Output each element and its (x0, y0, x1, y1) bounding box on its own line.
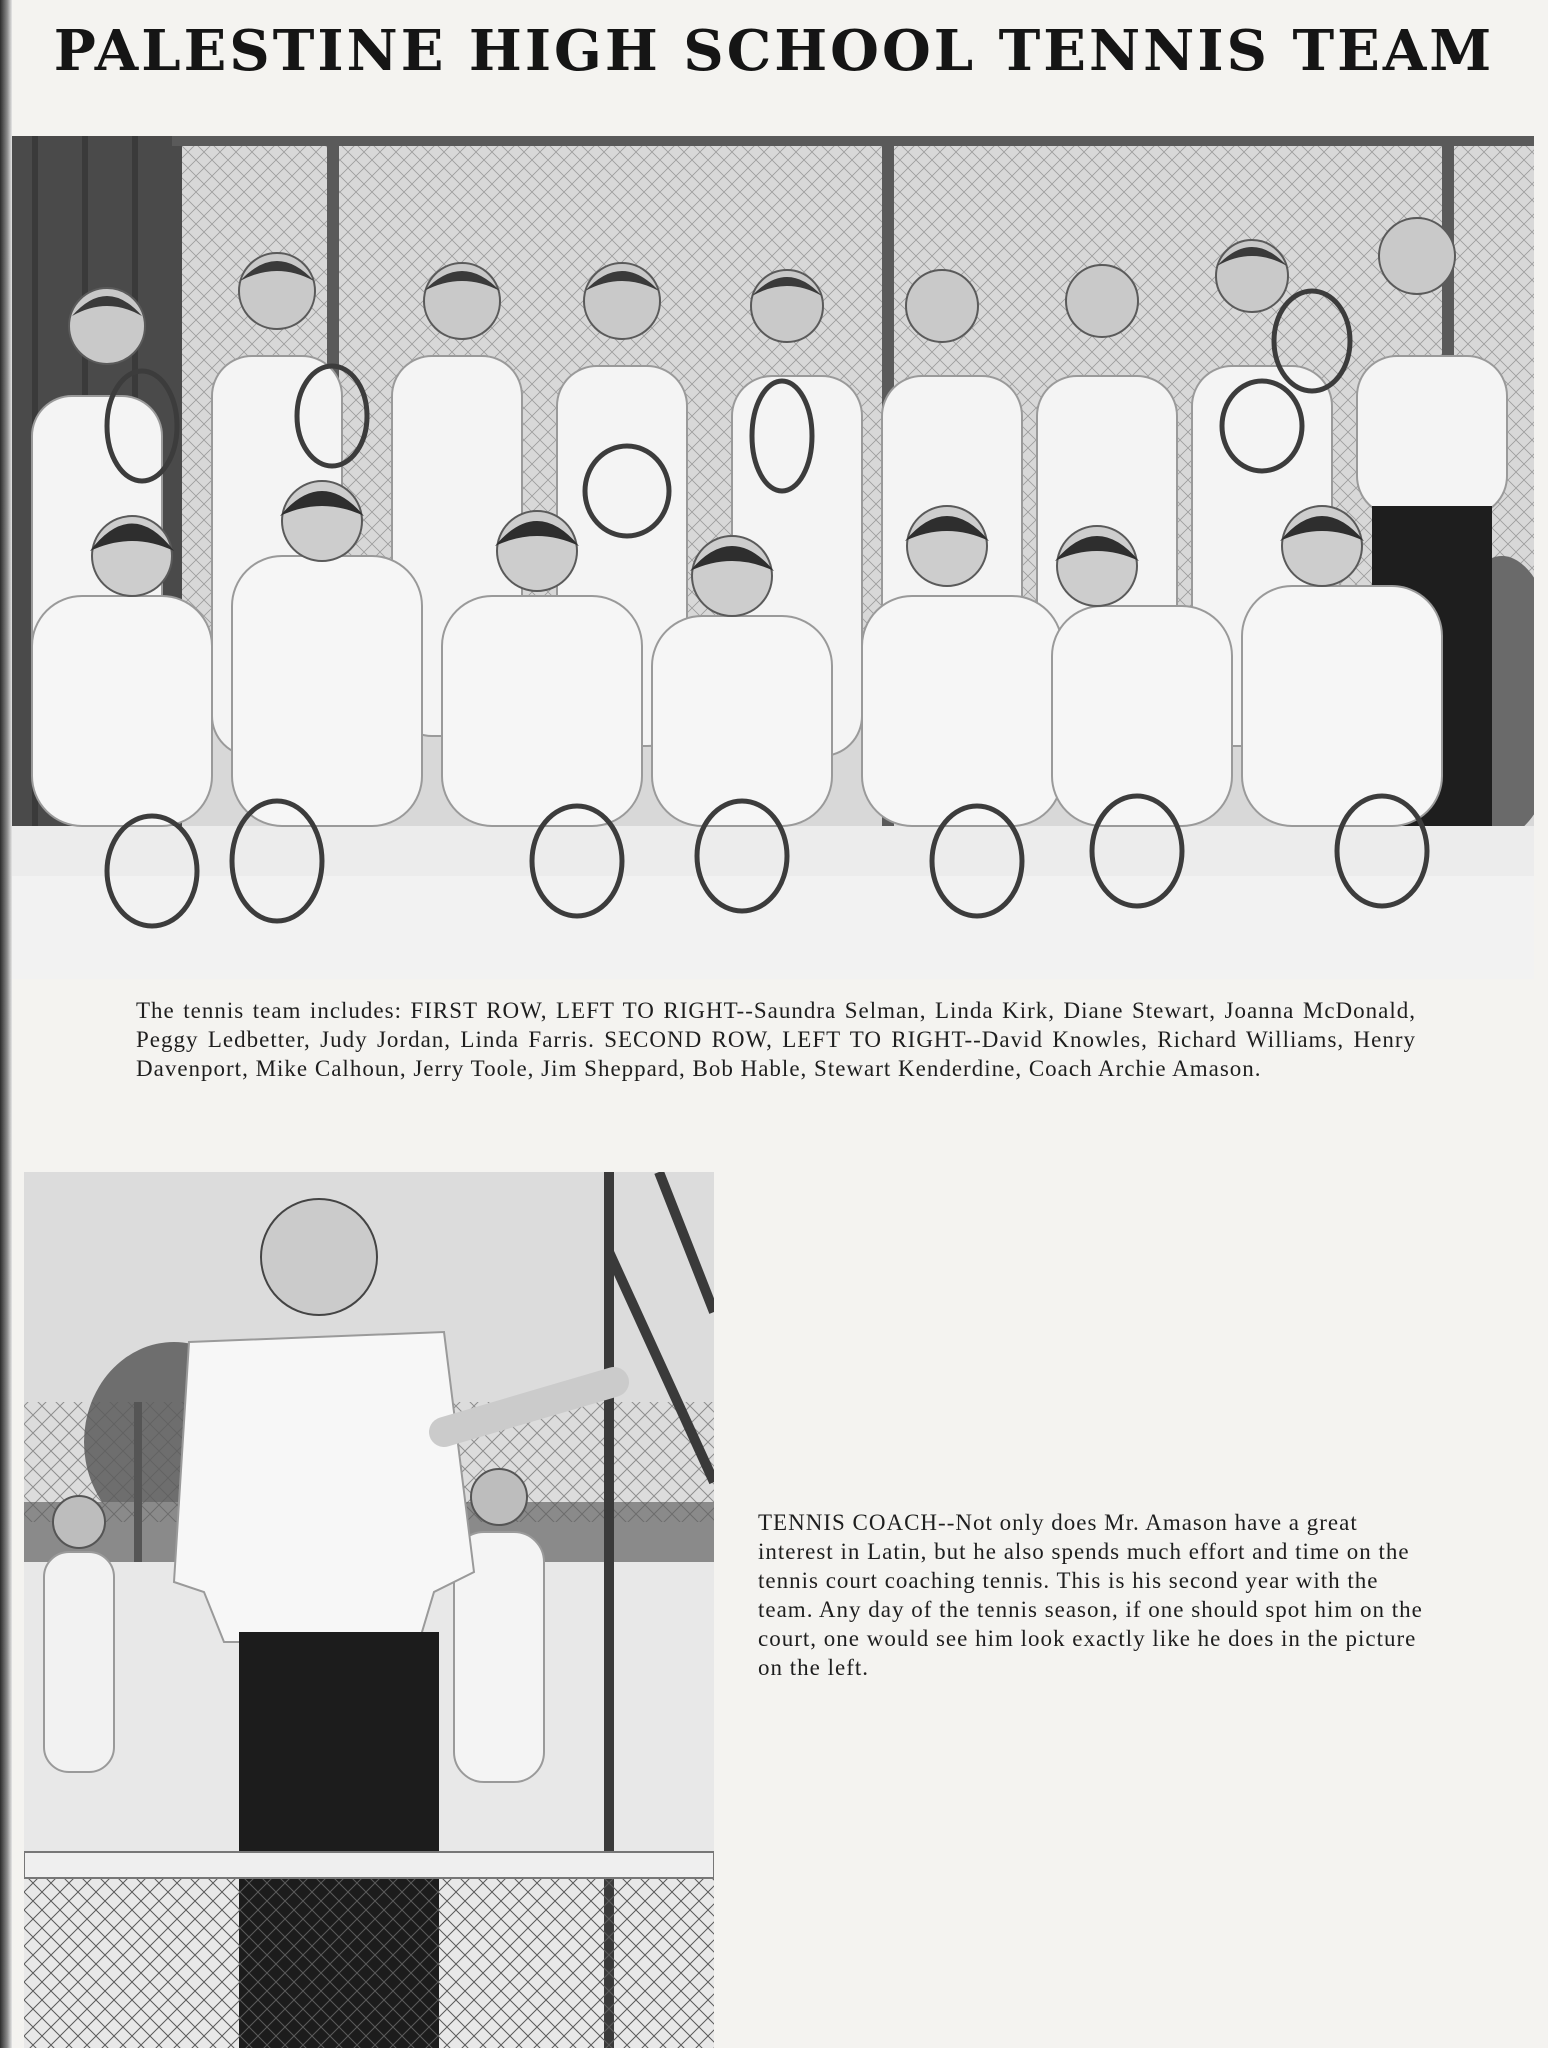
team-caption: The tennis team includes: FIRST ROW, LEFT TO RIGHT--Saundra Selman, Linda Kirk, Diane Stewart, Joanna McDonald, Peggy Ledbetter, Judy Jordan, Linda Farris. SECOND ROW, LEFT TO RIGHT--David Knowles, Richard Williams, Henry Davenport, Mike Calhoun, Jerry Toole, Jim Sheppard, Bob Hable, Stewart Kenderdine, Coach Archie Amason. (136, 998, 1416, 1081)
coach-photo (24, 1172, 714, 2048)
page-edge-shadow (0, 0, 12, 2048)
team-photo (12, 136, 1534, 979)
page-title: PALESTINE HIGH SCHOOL TENNIS TEAM (53, 18, 1495, 84)
coach-caption: TENNIS COACH--Not only does Mr. Amason have a great interest in Latin, but he also spends much effort and time on the tennis court coaching tennis. This is his second year with the team. Any day of the tennis season, if one should spot him on the court, one would see him look exactly like he does in the picture on the left. (758, 1510, 1423, 1680)
